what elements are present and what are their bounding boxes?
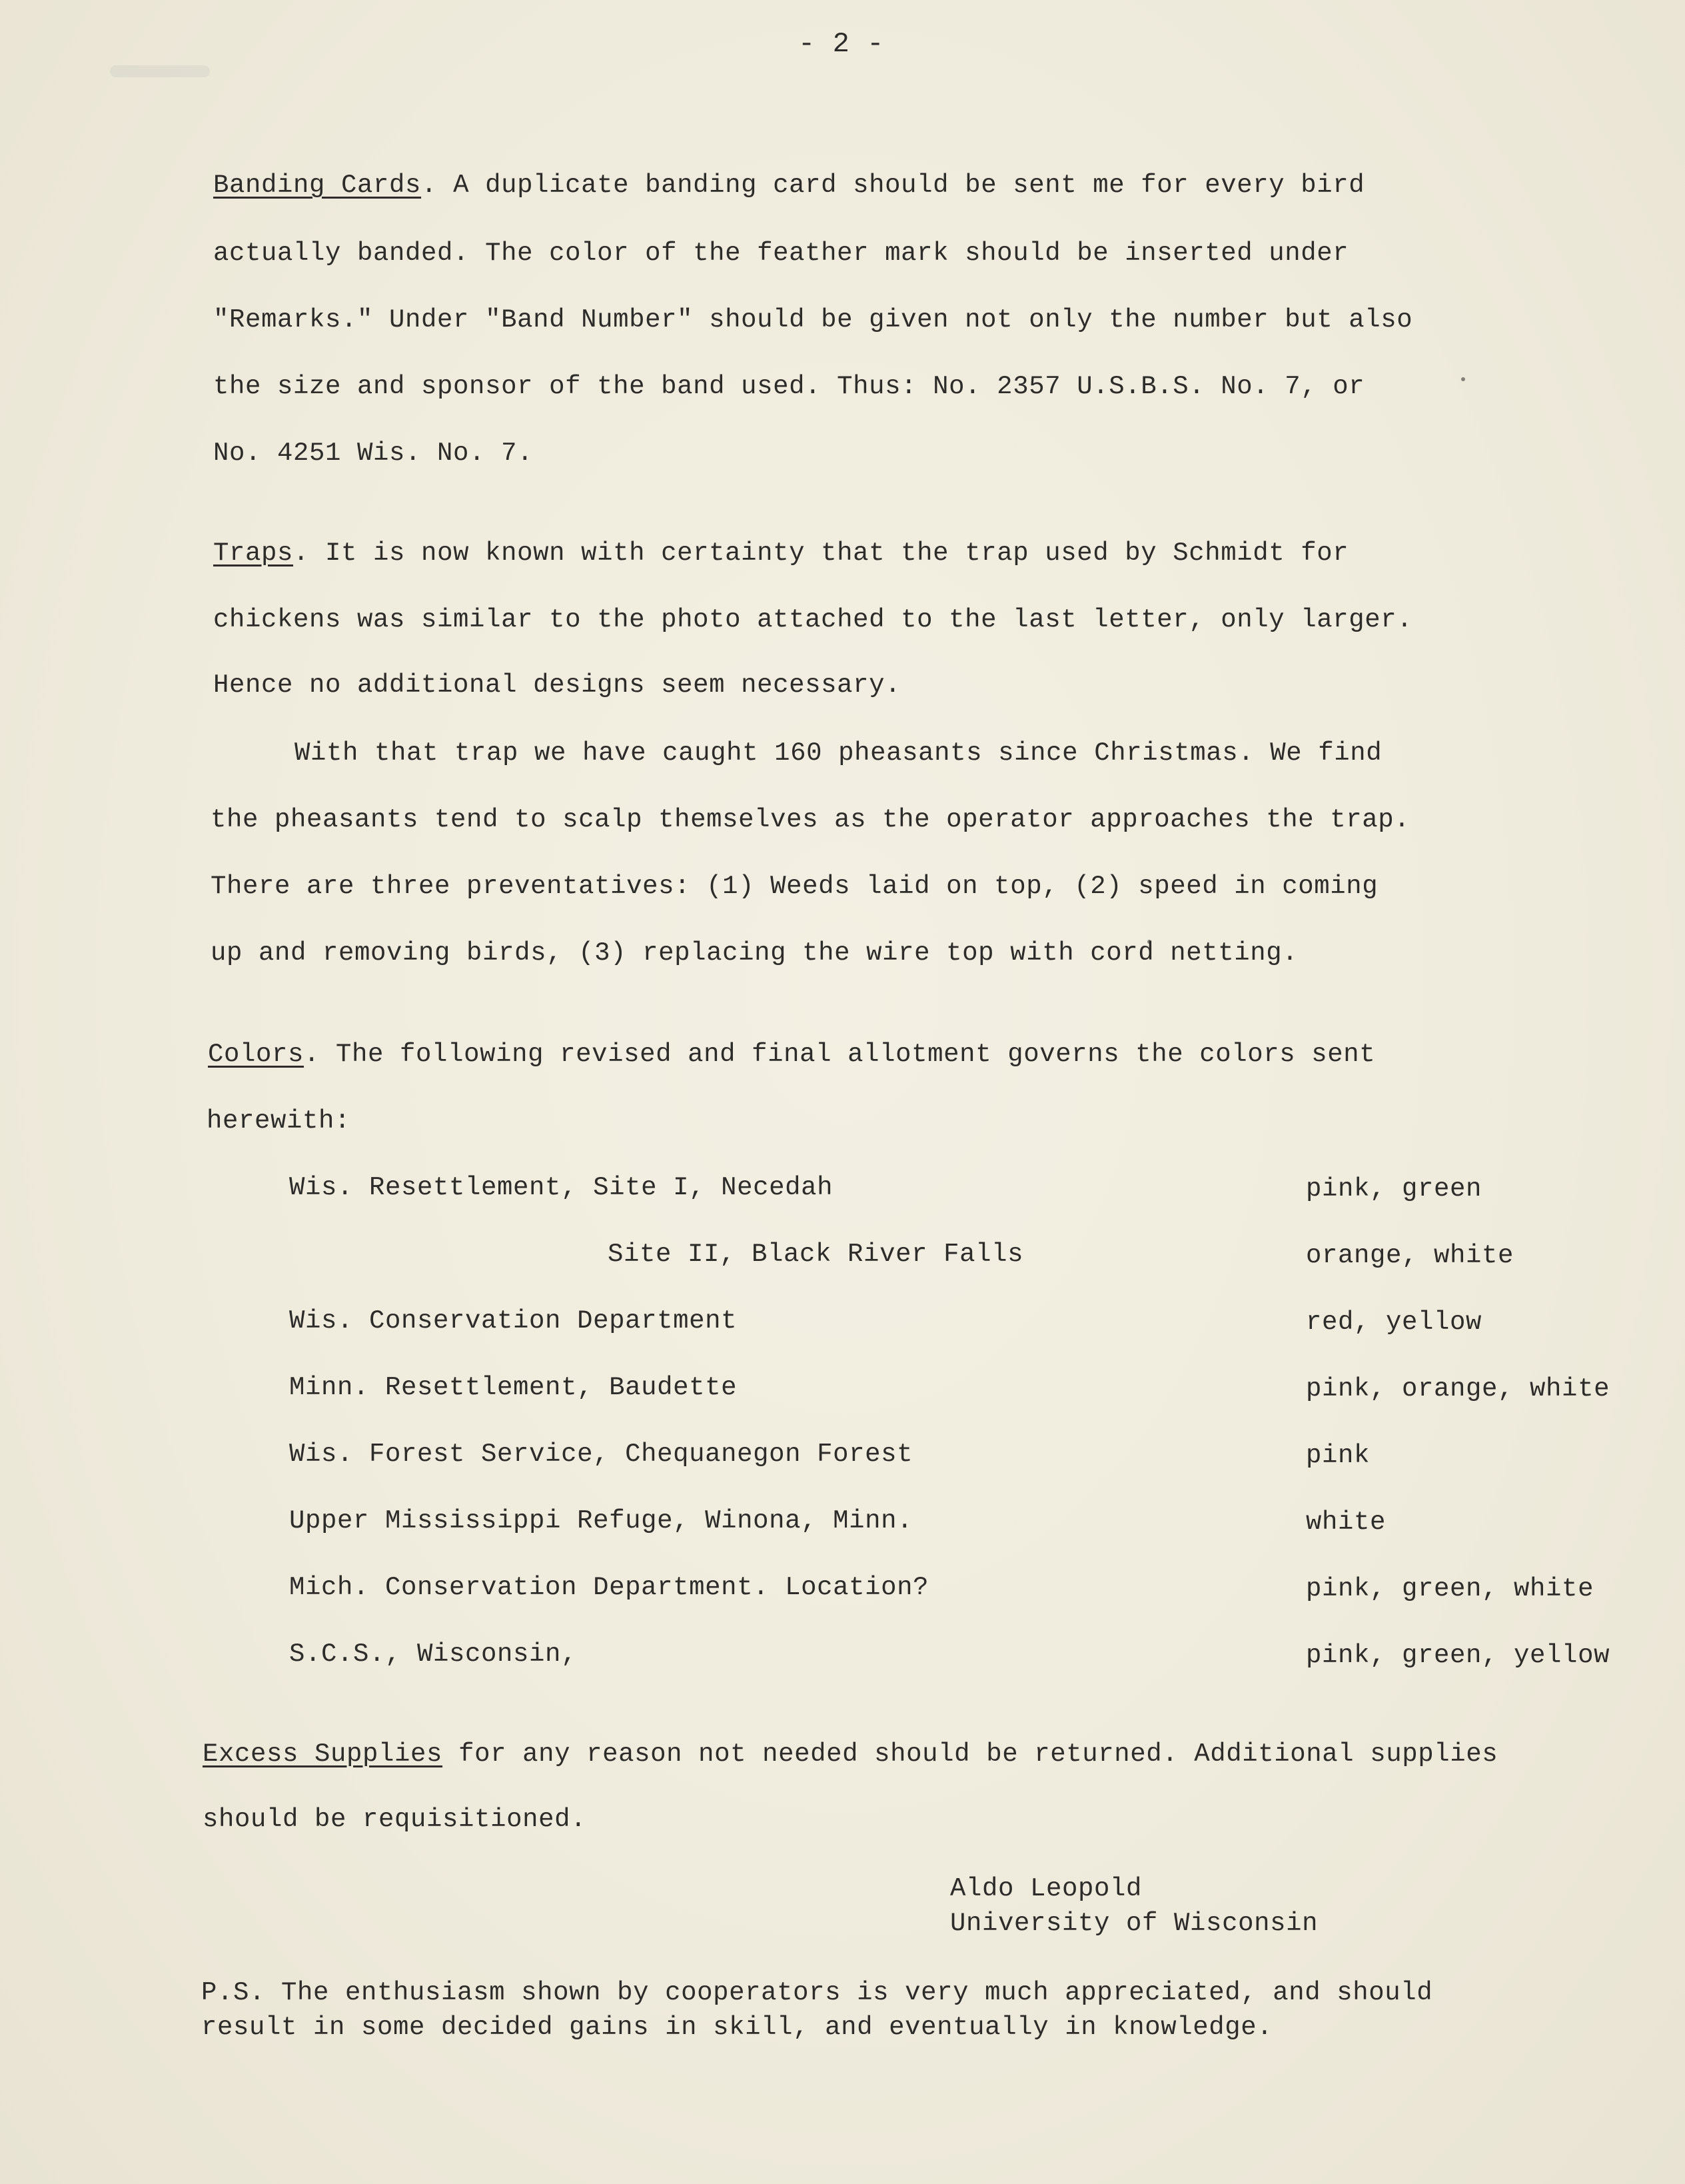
allotment-colors: pink bbox=[1306, 1441, 1371, 1470]
traps-line-6: There are three preventatives: (1) Weeds laid on top, (2) speed in coming bbox=[211, 872, 1379, 901]
banding-line-3: "Remarks." Under "Band Number" should be given not only the number but also bbox=[213, 305, 1413, 335]
postscript-line-2: result in some decided gains in skill, and eventually in knowledge. bbox=[201, 2013, 1273, 2042]
allotment-site: Wis. Resettlement, Site I, Necedah bbox=[289, 1173, 834, 1202]
signature-affiliation: University of Wisconsin bbox=[950, 1909, 1319, 1938]
traps-line-5: the pheasants tend to scalp themselves as the operator approaches the trap. bbox=[211, 805, 1410, 834]
allotment-colors: pink, green bbox=[1306, 1174, 1482, 1204]
page-number: - 2 - bbox=[798, 28, 885, 60]
banding-line-1 bbox=[213, 169, 1365, 201]
banding-line-4: the size and sponsor of the band used. Thus: No. 2357 U.S.B.S. No. 7, or bbox=[213, 372, 1365, 401]
colors-heading: Colors bbox=[208, 1040, 304, 1069]
colors-line-2: herewith: bbox=[207, 1106, 351, 1136]
allotment-site: Upper Mississippi Refuge, Winona, Minn. bbox=[289, 1506, 913, 1536]
allotment-colors: pink, orange, white bbox=[1306, 1374, 1610, 1404]
traps-line-3: Hence no additional designs seem necessary. bbox=[213, 670, 901, 700]
allotment-site: Minn. Resettlement, Baudette bbox=[289, 1373, 738, 1402]
traps-line-1-text: . It is now known with certainty that the trap used by Schmidt for bbox=[293, 539, 1349, 568]
postscript-line-1: P.S. The enthusiasm shown by cooperators is very much appreciated, and should bbox=[201, 1978, 1433, 2007]
allotment-site: S.C.S., Wisconsin, bbox=[289, 1639, 578, 1669]
traps-line-1 bbox=[213, 537, 1349, 569]
allotment-site: Mich. Conservation Department. Location? bbox=[289, 1573, 929, 1602]
allotment-colors: pink, green, yellow bbox=[1306, 1641, 1610, 1670]
allotment-colors: pink, green, white bbox=[1306, 1574, 1594, 1604]
excess-line-1-text: for any reason not needed should be returned. Additional supplies bbox=[442, 1739, 1498, 1769]
colors-line-1-text: . The following revised and final allotment governs the colors sent bbox=[304, 1040, 1376, 1069]
colors-line-1 bbox=[208, 1038, 1375, 1070]
excess-line-1 bbox=[203, 1738, 1498, 1770]
banding-heading: Banding Cards bbox=[213, 171, 422, 200]
traps-heading: Traps bbox=[213, 539, 294, 568]
allotment-colors: white bbox=[1306, 1508, 1387, 1537]
allotment-colors: orange, white bbox=[1306, 1241, 1514, 1270]
paper-smudge bbox=[110, 65, 210, 77]
allotment-site: Wis. Conservation Department bbox=[289, 1306, 738, 1336]
traps-line-4: With that trap we have caught 160 pheasants since Christmas. We find bbox=[294, 738, 1383, 768]
excess-line-2: should be requisitioned. bbox=[203, 1805, 587, 1834]
traps-line-2: chickens was similar to the photo attached to the last letter, only larger. bbox=[213, 605, 1413, 634]
allotment-site: Wis. Forest Service, Chequanegon Forest bbox=[289, 1440, 913, 1469]
banding-line-1-text: . A duplicate banding card should be sent me for every bird bbox=[421, 171, 1365, 200]
traps-line-7: up and removing birds, (3) replacing the wire top with cord netting. bbox=[211, 938, 1299, 968]
banding-line-2: actually banded. The color of the feather mark should be inserted under bbox=[213, 239, 1349, 268]
banding-line-5: No. 4251 Wis. No. 7. bbox=[213, 439, 534, 468]
allotment-colors: red, yellow bbox=[1306, 1308, 1482, 1337]
stray-ink-mark bbox=[1461, 377, 1465, 381]
allotment-site: Site II, Black River Falls bbox=[608, 1240, 1024, 1269]
excess-heading: Excess Supplies bbox=[203, 1739, 443, 1769]
signature-name: Aldo Leopold bbox=[950, 1874, 1143, 1903]
